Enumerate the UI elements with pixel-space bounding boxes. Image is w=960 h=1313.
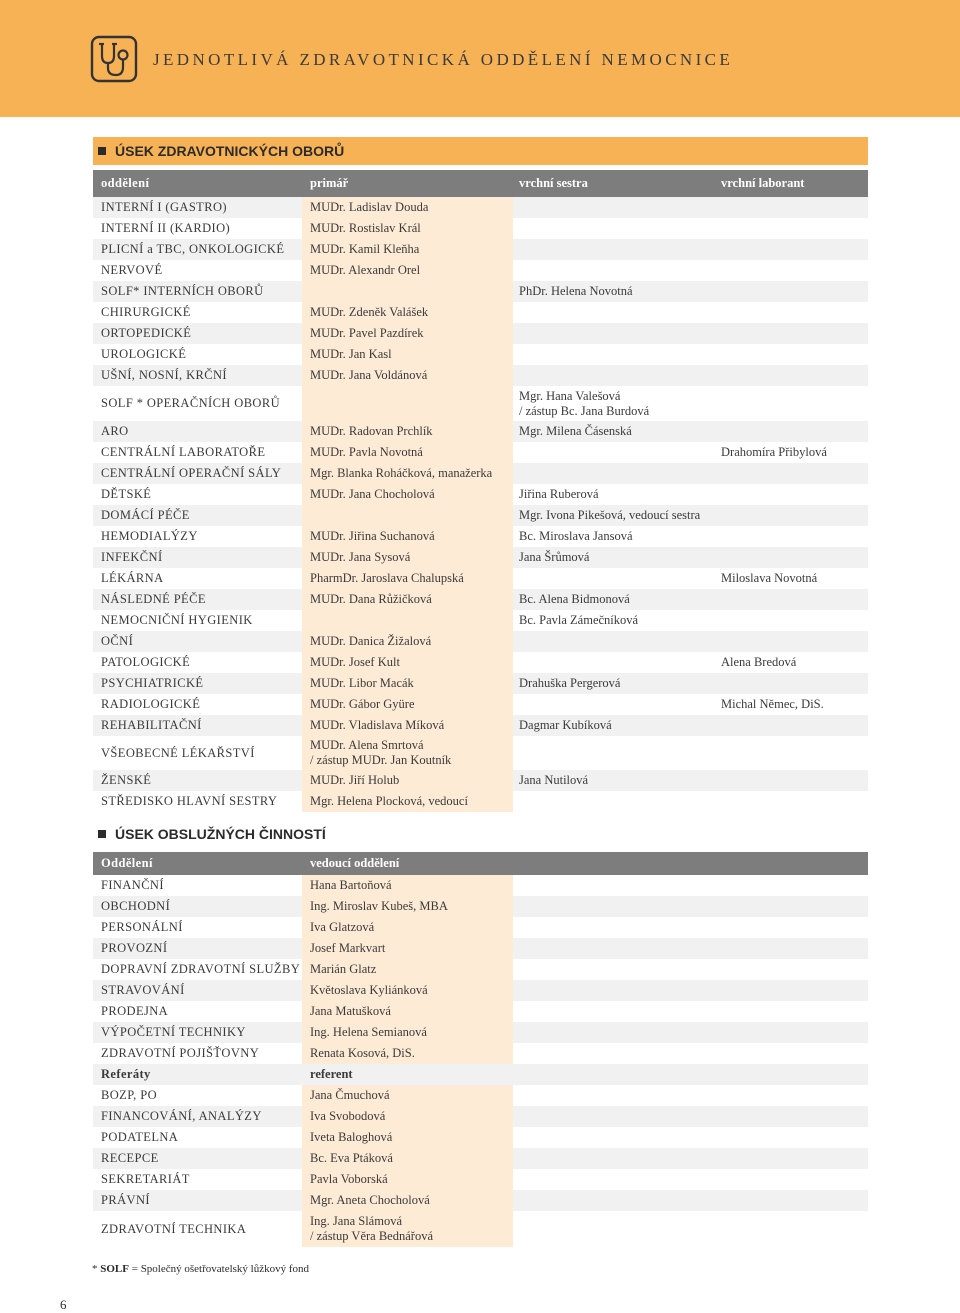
table-row (93, 791, 868, 812)
column-header: oddělení (101, 176, 150, 190)
department-name: NÁSLEDNÉ PÉČE (93, 589, 302, 610)
head-physician: Mgr. Blanka Roháčková, manažerka (302, 463, 513, 484)
table-row (93, 1106, 868, 1127)
head-nurse: Mgr. Milena Čásenská (513, 421, 715, 442)
footnote: * SOLF = Společný ošetřovatelský lůžkový fond (92, 1263, 310, 1275)
department-name: STŘEDISKO HLAVNÍ SESTRY (93, 791, 302, 812)
manager-name: Iva Svobodová (302, 1106, 513, 1127)
table-row (93, 1148, 868, 1169)
stethoscope-icon (90, 35, 138, 83)
table-row (93, 260, 868, 281)
empty-cell (513, 1148, 868, 1169)
head-physician: MUDr. Vladislava Míková (302, 715, 513, 736)
head-laborant (715, 260, 868, 281)
head-laborant (715, 386, 868, 421)
department-name: NERVOVÉ (93, 260, 302, 281)
head-physician: MUDr. Alexandr Orel (302, 260, 513, 281)
head-physician: MUDr. Rostislav Král (302, 218, 513, 239)
department-name: PLICNÍ a TBC, ONKOLOGICKÉ (93, 239, 302, 260)
head-physician (302, 736, 513, 770)
head-physician: MUDr. Zdeněk Valášek (302, 302, 513, 323)
department-name: HEMODIALÝZY (93, 526, 302, 547)
table-row (93, 484, 868, 505)
department-name: ZDRAVOTNÍ TECHNIKA (93, 1211, 302, 1247)
head-laborant (715, 526, 868, 547)
department-name: DĚTSKÉ (93, 484, 302, 505)
department-name: FINANČNÍ (93, 875, 302, 896)
head-laborant (715, 791, 868, 812)
manager-name: Ing. Miroslav Kubeš, MBA (302, 896, 513, 917)
table-row (93, 302, 868, 323)
table-row (93, 386, 868, 421)
department-name: LÉKÁRNA (93, 568, 302, 589)
manager-name: Iveta Baloghová (302, 1127, 513, 1148)
page-title: JEDNOTLIVÁ ZDRAVOTNICKÁ ODDĚLENÍ NEMOCNICE (153, 50, 734, 69)
table-row (93, 589, 868, 610)
department-name: PERSONÁLNÍ (93, 917, 302, 938)
head-laborant (715, 547, 868, 568)
head-physician (302, 505, 513, 526)
table-row (93, 568, 868, 589)
table-row (93, 673, 868, 694)
table-row (93, 463, 868, 484)
column-header: vedoucí oddělení (310, 856, 400, 870)
head-physician: MUDr. Dana Růžičková (302, 589, 513, 610)
table-row (93, 715, 868, 736)
department-name: DOMÁCÍ PÉČE (93, 505, 302, 526)
table-row (93, 365, 868, 386)
head-physician: MUDr. Libor Macák (302, 673, 513, 694)
empty-cell (513, 875, 868, 896)
head-physician: MUDr. Ladislav Douda (302, 197, 513, 218)
department-name: CENTRÁLNÍ OPERAČNÍ SÁLY (93, 463, 302, 484)
table-row (93, 197, 868, 218)
table-row (93, 323, 868, 344)
table-row (93, 917, 868, 938)
department-name: INTERNÍ II (KARDIO) (93, 218, 302, 239)
head-laborant (715, 673, 868, 694)
table-row (93, 505, 868, 526)
section-title-medical (93, 137, 868, 165)
manager-name: Jana Matušková (302, 1001, 513, 1022)
head-physician: MUDr. Jiřina Suchanová (302, 526, 513, 547)
head-nurse: Drahuška Pergerová (513, 673, 715, 694)
section-title-services (93, 823, 868, 845)
head-laborant (715, 484, 868, 505)
manager-name: Hana Bartoňová (302, 875, 513, 896)
manager-name: Květoslava Kyliánková (302, 980, 513, 1001)
head-nurse-line: Mgr. Hana Valešová (519, 388, 621, 403)
manager-name: Renata Kosová, DiS. (302, 1043, 513, 1064)
head-nurse (513, 631, 715, 652)
head-nurse: Mgr. Ivona Pikešová, vedoucí sestra (513, 505, 715, 526)
table-row (93, 1190, 868, 1211)
head-laborant (715, 736, 868, 770)
department-name: ORTOPEDICKÉ (93, 323, 302, 344)
head-nurse: PhDr. Helena Novotná (513, 281, 715, 302)
head-laborant (715, 715, 868, 736)
department-name: DOPRAVNÍ ZDRAVOTNÍ SLUŽBY (93, 959, 302, 980)
head-nurse (513, 791, 715, 812)
table-row (93, 631, 868, 652)
page-header (0, 0, 960, 117)
department-name: PRÁVNÍ (93, 1190, 302, 1211)
manager-name: Marián Glatz (302, 959, 513, 980)
table-row (93, 547, 868, 568)
head-nurse (513, 197, 715, 218)
manager-name (302, 1211, 513, 1247)
table-row (93, 896, 868, 917)
empty-cell (513, 917, 868, 938)
table-subheader-row (93, 1064, 868, 1085)
department-name: STRAVOVÁNÍ (93, 980, 302, 1001)
head-physician: MUDr. Pavla Novotná (302, 442, 513, 463)
head-nurse: Dagmar Kubíková (513, 715, 715, 736)
head-nurse (513, 568, 715, 589)
table-row (93, 1211, 868, 1247)
table-row (93, 1043, 868, 1064)
head-laborant (715, 302, 868, 323)
head-laborant (715, 281, 868, 302)
table-row (93, 281, 868, 302)
table-row (93, 938, 868, 959)
department-name: PROVOZNÍ (93, 938, 302, 959)
department-name: FINANCOVÁNÍ, ANALÝZY (93, 1106, 302, 1127)
head-laborant (715, 610, 868, 631)
head-nurse: Bc. Alena Bidmonová (513, 589, 715, 610)
table-row (93, 875, 868, 896)
head-laborant (715, 421, 868, 442)
empty-cell (513, 1211, 868, 1247)
table-row (93, 959, 868, 980)
department-name: ZDRAVOTNÍ POJIŠŤOVNY (93, 1043, 302, 1064)
head-laborant (715, 218, 868, 239)
department-name: PATOLOGICKÉ (93, 652, 302, 673)
head-laborant (715, 323, 868, 344)
department-name: RADIOLOGICKÉ (93, 694, 302, 715)
head-nurse (513, 302, 715, 323)
department-name: SOLF* INTERNÍCH OBORŮ (93, 281, 302, 302)
table-header-row (93, 852, 868, 875)
head-laborant (715, 365, 868, 386)
empty-cell (513, 980, 868, 1001)
empty-cell (513, 1043, 868, 1064)
head-nurse (513, 239, 715, 260)
head-nurse (513, 260, 715, 281)
head-physician: MUDr. Jana Voldánová (302, 365, 513, 386)
department-name: SOLF * OPERAČNÍCH OBORŮ (93, 386, 302, 421)
column-header: Oddělení (101, 856, 153, 870)
deputy-line: / zástup Bc. Jana Burdová (519, 403, 650, 418)
head-laborant: Drahomíra Přibylová (715, 442, 868, 463)
head-nurse (513, 694, 715, 715)
head-physician (302, 386, 513, 421)
head-laborant (715, 770, 868, 791)
column-header: referent (310, 1067, 353, 1081)
head-nurse: Jana Nutilová (513, 770, 715, 791)
head-physician: MUDr. Josef Kult (302, 652, 513, 673)
department-name: CHIRURGICKÉ (93, 302, 302, 323)
department-name: ARO (93, 421, 302, 442)
table-row (93, 421, 868, 442)
empty-cell (513, 1127, 868, 1148)
manager-name: Bc. Eva Ptáková (302, 1148, 513, 1169)
table-row (93, 442, 868, 463)
bullet-icon (98, 147, 106, 155)
head-laborant (715, 589, 868, 610)
head-physician (302, 281, 513, 302)
department-name: PODATELNA (93, 1127, 302, 1148)
department-name: INFEKČNÍ (93, 547, 302, 568)
department-name: VÝPOČETNÍ TECHNIKY (93, 1022, 302, 1043)
table-row (93, 239, 868, 260)
deputy-line: / zástup MUDr. Jan Koutník (310, 753, 452, 767)
head-nurse (513, 463, 715, 484)
department-name: UŠNÍ, NOSNÍ, KRČNÍ (93, 365, 302, 386)
table-row (93, 526, 868, 547)
department-name: ŽENSKÉ (93, 770, 302, 791)
head-physician: Mgr. Helena Plocková, vedoucí (302, 791, 513, 812)
head-laborant: Michal Němec, DiS. (715, 694, 868, 715)
head-laborant (715, 197, 868, 218)
column-header: primář (310, 176, 349, 190)
department-name: SEKRETARIÁT (93, 1169, 302, 1190)
department-name: CENTRÁLNÍ LABORATOŘE (93, 442, 302, 463)
empty-cell (513, 959, 868, 980)
manager-name: Ing. Helena Semianová (302, 1022, 513, 1043)
department-name: PSYCHIATRICKÉ (93, 673, 302, 694)
table-row (93, 610, 868, 631)
department-name: OČNÍ (93, 631, 302, 652)
head-nurse (513, 652, 715, 673)
table-row (93, 770, 868, 791)
head-physician: MUDr. Kamil Kleňha (302, 239, 513, 260)
column-header: Referáty (101, 1067, 151, 1081)
head-physician: MUDr. Radovan Prchlík (302, 421, 513, 442)
table-row (93, 1127, 868, 1148)
head-laborant (715, 344, 868, 365)
head-nurse (513, 736, 715, 770)
head-nurse: Bc. Pavla Zámečníková (513, 610, 715, 631)
table-row (93, 652, 868, 673)
empty-cell (513, 938, 868, 959)
table-row (93, 1001, 868, 1022)
head-physician: MUDr. Danica Žižalová (302, 631, 513, 652)
section-title-text: ÚSEK OBSLUŽNÝCH ČINNOSTÍ (115, 826, 326, 842)
table-row (93, 1022, 868, 1043)
head-physician: MUDr. Jan Kasl (302, 344, 513, 365)
head-nurse (513, 218, 715, 239)
table-row (93, 1085, 868, 1106)
head-laborant (715, 631, 868, 652)
empty-cell (513, 1190, 868, 1211)
head-nurse (513, 386, 715, 421)
head-laborant: Alena Bredová (715, 652, 868, 673)
department-name: UROLOGICKÉ (93, 344, 302, 365)
column-header: vrchní laborant (721, 176, 805, 190)
table-row (93, 218, 868, 239)
table-header-row (93, 170, 868, 197)
head-laborant (715, 505, 868, 526)
head-nurse: Jiřina Ruberová (513, 484, 715, 505)
department-name: PRODEJNA (93, 1001, 302, 1022)
head-physician: MUDr. Gábor Gyüre (302, 694, 513, 715)
department-name: RECEPCE (93, 1148, 302, 1169)
head-physician: MUDr. Jiří Holub (302, 770, 513, 791)
column-header: vrchní sestra (519, 176, 588, 190)
head-physician: MUDr. Pavel Pazdírek (302, 323, 513, 344)
head-nurse (513, 344, 715, 365)
head-physician: PharmDr. Jaroslava Chalupská (302, 568, 513, 589)
manager-name: Iva Glatzová (302, 917, 513, 938)
table-row (93, 694, 868, 715)
empty-cell (513, 1106, 868, 1127)
department-name: VŠEOBECNÉ LÉKAŘSTVÍ (93, 736, 302, 770)
table-row (93, 1169, 868, 1190)
manager-name: Pavla Voborská (302, 1169, 513, 1190)
head-nurse: Jana Šrůmová (513, 547, 715, 568)
table-row (93, 736, 868, 770)
table-row (93, 980, 868, 1001)
bullet-icon (98, 830, 106, 838)
manager-name: Josef Markvart (302, 938, 513, 959)
department-name: INTERNÍ I (GASTRO) (93, 197, 302, 218)
empty-cell (513, 1022, 868, 1043)
department-name: BOZP, PO (93, 1085, 302, 1106)
head-physician-line: MUDr. Alena Smrtová (310, 738, 424, 752)
empty-cell (513, 1169, 868, 1190)
table-row (93, 344, 868, 365)
head-nurse: Bc. Miroslava Jansová (513, 526, 715, 547)
head-nurse (513, 323, 715, 344)
manager-line: Ing. Jana Slámová (310, 1214, 402, 1228)
head-nurse (513, 365, 715, 386)
empty-cell (513, 1085, 868, 1106)
section-title-text: ÚSEK ZDRAVOTNICKÝCH OBORŮ (115, 143, 345, 159)
head-physician: MUDr. Jana Chocholová (302, 484, 513, 505)
head-physician: MUDr. Jana Sysová (302, 547, 513, 568)
head-laborant (715, 239, 868, 260)
head-laborant (715, 463, 868, 484)
manager-name: Mgr. Aneta Chocholová (302, 1190, 513, 1211)
empty-cell (513, 896, 868, 917)
department-name: REHABILITAČNÍ (93, 715, 302, 736)
page-number: 6 (60, 1297, 67, 1312)
deputy-line: / zástup Věra Bednářová (310, 1229, 433, 1243)
head-laborant: Miloslava Novotná (715, 568, 868, 589)
head-physician (302, 610, 513, 631)
department-name: OBCHODNÍ (93, 896, 302, 917)
manager-name: Jana Čmuchová (302, 1085, 513, 1106)
head-nurse (513, 442, 715, 463)
empty-cell (513, 1001, 868, 1022)
department-name: NEMOCNIČNÍ HYGIENIK (93, 610, 302, 631)
